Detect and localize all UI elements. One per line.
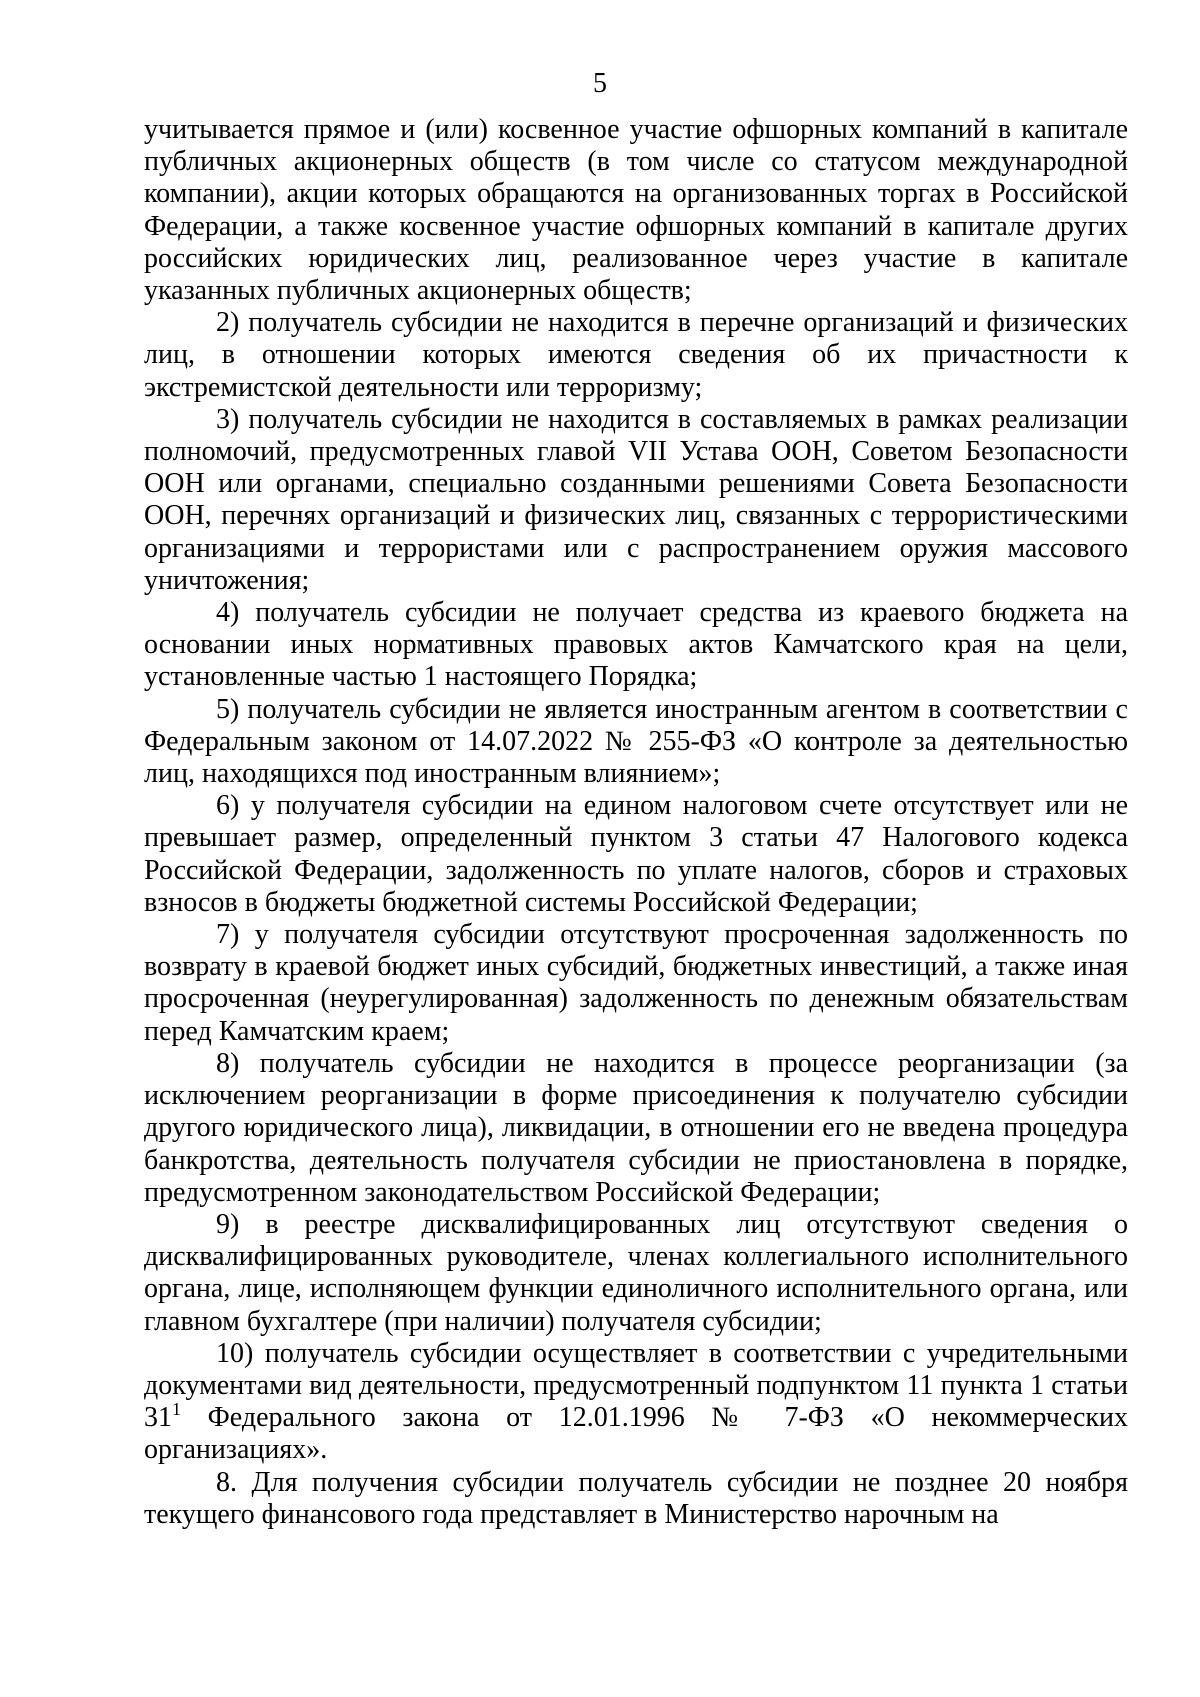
paragraph-section-8: 8. Для получения субсидии получатель субсидии не позднее 20 ноября текущего финансового года представляет в Министерство нарочным на xyxy=(144,1466,1128,1530)
paragraph-item-2: 2) получатель субсидии не находится в перечне организаций и физических лиц, в отношении которых имеются сведения об их причастности к экстремистской деятельности или терроризму; xyxy=(144,307,1128,403)
paragraph-item-8: 8) получатель субсидии не находится в процессе реорганизации (за исключением реорганизации в форме присоединения к получателю субсидии другого юридического лица), ликвидации, в отношении его не введена процедура банкротства, деятельность получателя субсидии не приостановлена в порядке, предусмотренном законодательством Российской Федерации; xyxy=(144,1047,1128,1208)
paragraph-item-6: 6) у получателя субсидии на едином налоговом счете отсутствует или не превышает размер, определенный пунктом 3 статьи 47 Налогового кодекса Российской Федерации, задолженность по уплате налогов, сборов и страховых взносов в бюджеты бюджетной системы Российской Федерации; xyxy=(144,790,1128,918)
paragraph-item-4: 4) получатель субсидии не получает средства из краевого бюджета на основании иных нормативных правовых актов Камчатского края на цели, установленные частью 1 настоящего Порядка; xyxy=(144,597,1128,693)
paragraph-item-10-text-b: Федерального закона от 12.01.1996 № 7-ФЗ «О некоммерческих организациях». xyxy=(144,1402,1128,1466)
paragraph-item-7: 7) у получателя субсидии отсутствуют просроченная задолженность по возврату в краевой бюджет иных субсидий, бюджетных инвестиций, а также иная просроченная (неурегулированная) задолженность по денежным обязательствам перед Камчатским краем; xyxy=(144,919,1128,1047)
paragraph-item-9: 9) в реестре дисквалифицированных лиц отсутствуют сведения о дисквалифицированных руководителе, членах коллегиального исполнительного органа, лице, исполняющем функции единоличного исполнительного органа, или главном бухгалтере (при наличии) получателя субсидии; xyxy=(144,1208,1128,1337)
document-body xyxy=(144,114,1128,1531)
paragraph-item-10 xyxy=(144,1338,1128,1467)
superscript-index: 1 xyxy=(172,1399,181,1420)
paragraph-item-3: 3) получатель субсидии не находится в составляемых в рамках реализации полномочий, предусмотренных главой VII Устава ООН, Советом Безопасности ООН или органами, специально созданными решениями Совета Безопасности ООН, перечнях организаций и физических лиц, связанных с террористическими организациями и террористами или с распространением оружия массового уничтожения; xyxy=(144,403,1128,596)
paragraph-item-5: 5) получатель субсидии не является иностранным агентом в соответствии с Федеральным законом от 14.07.2022 № 255-ФЗ «О контроле за деятельностью лиц, находящихся под иностранным влиянием»; xyxy=(144,693,1128,790)
paragraph-item-10-text-a: 10) получатель субсидии осуществляет в соответствии с учредительными документами вид деятельности, предусмотренный подпунктом 11 пункта 1 статьи 31 xyxy=(144,1337,1128,1434)
page-number: 5 xyxy=(593,68,607,99)
paragraph-continuation: учитывается прямое и (или) косвенное участие офшорных компаний в капитале публичных акционерных обществ (в том числе со статусом международной компании), акции которых обращаются на организованных торгах в Российской Федерации, а также косвенное участие офшорных компаний в капитале других российских юридических лиц, реализованное через участие в капитале указанных публичных акционерных обществ; xyxy=(144,114,1128,307)
